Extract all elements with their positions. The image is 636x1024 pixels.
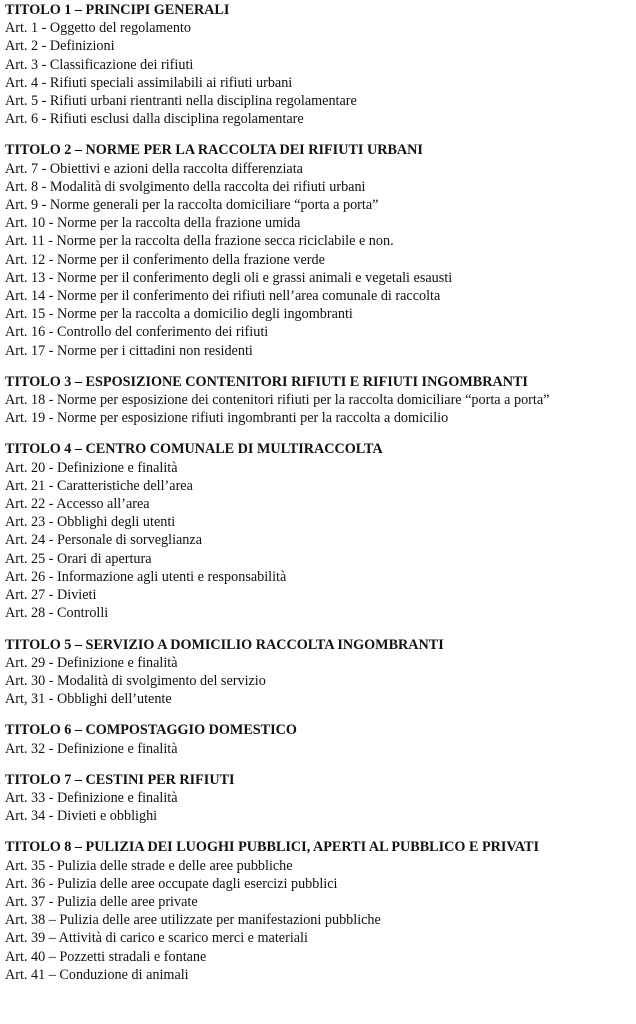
list-item: Art. 25 - Orari di apertura	[5, 550, 152, 567]
list-item: Art. 37 - Pulizia delle aree private	[5, 893, 198, 910]
list-item: Art. 12 - Norme per il conferimento della frazione verde	[5, 251, 325, 268]
list-item: Art. 7 - Obiettivi e azioni della raccolta differenziata	[5, 160, 303, 177]
list-item: Art. 13 - Norme per il conferimento degli oli e grassi animali e vegetali esausti	[5, 269, 453, 286]
list-item: Art. 19 - Norme per esposizione rifiuti ingombranti per la raccolta a domicilio	[5, 410, 449, 427]
list-item: Art. 30 - Modalità di svolgimento del servizio	[5, 672, 266, 689]
list-item: Art. 4 - Rifiuti speciali assimilabili ai rifiuti urbani	[5, 74, 293, 91]
list-item: Art. 22 - Accesso all’area	[5, 496, 150, 513]
list-item: Art. 28 - Controlli	[5, 605, 109, 622]
list-item: Art. 35 - Pulizia delle strade e delle aree pubbliche	[5, 857, 293, 874]
list-item: Art. 10 - Norme per la raccolta della frazione umida	[5, 215, 301, 232]
section-titolo-4	[5, 440, 636, 622]
list-item: Art. 39 – Attività di carico e scarico merci e materiali	[5, 930, 308, 947]
list-item: Art. 1 - Oggetto del regolamento	[5, 20, 191, 37]
list-item: Art. 6 - Rifiuti esclusi dalla disciplina regolamentare	[5, 111, 304, 128]
list-item: Art. 33 - Definizione e finalità	[5, 789, 178, 806]
list-item: Art. 2 - Definizioni	[5, 38, 115, 55]
list-item: Art. 20 - Definizione e finalità	[5, 459, 178, 476]
section-titolo-2	[5, 141, 636, 359]
list-item: Art. 41 – Conduzione di animali	[5, 966, 189, 983]
list-item: Art. 17 - Norme per i cittadini non residenti	[5, 342, 253, 359]
list-item: Art. 9 - Norme generali per la raccolta domiciliare “porta a porta”	[5, 197, 379, 214]
list-item: Art. 26 - Informazione agli utenti e responsabilità	[5, 568, 287, 585]
list-item: Art. 21 - Caratteristiche dell’area	[5, 477, 193, 494]
section-titolo-5	[5, 636, 636, 709]
list-item: Art. 24 - Personale di sorveglianza	[5, 532, 202, 549]
list-item: Art. 8 - Modalità di svolgimento della raccolta dei rifiuti urbani	[5, 178, 366, 195]
section-title: TITOLO 1 – PRINCIPI GENERALI	[5, 2, 230, 18]
section-titolo-6	[5, 721, 636, 757]
section-title: TITOLO 3 – ESPOSIZIONE CONTENITORI RIFIUTI E RIFIUTI INGOMBRANTI	[5, 373, 528, 390]
list-item: Art. 29 - Definizione e finalità	[5, 654, 178, 671]
list-item: Art. 40 – Pozzetti stradali e fontane	[5, 948, 207, 965]
list-item: Art. 23 - Obblighi degli utenti	[5, 514, 176, 531]
section-titolo-7	[5, 771, 636, 826]
list-item: Art. 15 - Norme per la raccolta a domicilio degli ingombranti	[5, 306, 353, 323]
list-item: Art. 14 - Norme per il conferimento dei rifiuti nell’area comunale di raccolta	[5, 288, 441, 305]
section-titolo-1	[5, 1, 636, 128]
section-titolo-3	[5, 373, 636, 428]
list-item: Art. 5 - Rifiuti urbani rientranti nella disciplina regolamentare	[5, 93, 357, 110]
list-item: Art. 27 - Divieti	[5, 587, 97, 604]
section-title: TITOLO 5 – SERVIZIO A DOMICILIO RACCOLTA INGOMBRANTI	[5, 636, 444, 653]
section-title: TITOLO 7 – CESTINI PER RIFIUTI	[5, 771, 235, 788]
list-item: Art. 16 - Controllo del conferimento dei rifiuti	[5, 324, 269, 341]
section-title: TITOLO 8 – PULIZIA DEI LUOGHI PUBBLICI, APERTI AL PUBBLICO E PRIVATI	[5, 839, 540, 856]
list-item: Art, 31 - Obblighi dell’utente	[5, 691, 172, 708]
list-item: Art. 18 - Norme per esposizione dei contenitori rifiuti per la raccolta domiciliare “porta a porta”	[5, 392, 550, 409]
list-item: Art. 3 - Classificazione dei rifiuti	[5, 56, 194, 73]
list-item: Art. 34 - Divieti e obblighi	[5, 808, 158, 825]
section-titolo-8	[5, 838, 636, 984]
list-item: Art. 32 - Definizione e finalità	[5, 740, 178, 757]
section-title: TITOLO 4 – CENTRO COMUNALE DI MULTIRACCOLTA	[5, 441, 383, 458]
section-title: TITOLO 2 – NORME PER LA RACCOLTA DEI RIFIUTI URBANI	[5, 142, 423, 159]
section-title: TITOLO 6 – COMPOSTAGGIO DOMESTICO	[5, 722, 297, 739]
list-item: Art. 36 - Pulizia delle aree occupate dagli esercizi pubblici	[5, 875, 338, 892]
list-item: Art. 11 - Norme per la raccolta della frazione secca riciclabile e non.	[5, 233, 394, 250]
list-item: Art. 38 – Pulizia delle aree utilizzate per manifestazioni pubbliche	[5, 912, 381, 929]
